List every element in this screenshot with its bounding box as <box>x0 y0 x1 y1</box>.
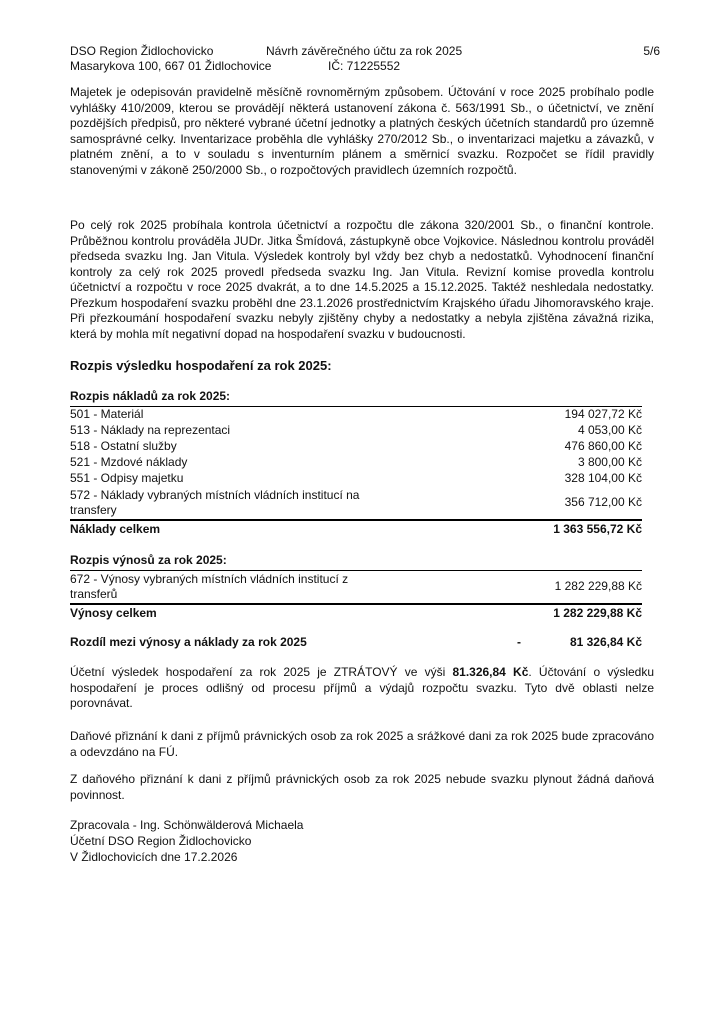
costs-total-amount: 1 363 556,72 Kč <box>553 522 642 537</box>
revenues-table <box>70 553 642 622</box>
cost-label: 518 - Ostatní služby <box>70 439 177 454</box>
table-row <box>70 471 642 487</box>
paragraph-assets: Majetek je odepisován pravidelně měsíčně rovnoměrným způsobem. Účtování v roce 2025 probíhalo podle vyhlášky 410/2009, kterou se provádějí některá ustanovení zákona č. 563/1991 Sb., o účetnictví, ve znění pozdějších předpisů, pro některé vybrané účetní jednotky a platných českých účetních standardů pro územně samosprávné celky. Inventarizace proběhla dle vyhlášky 270/2012 Sb., o inventarizaci majetku a závazků, v platném znění, a to v souladu s inventurním plánem a směrnicí svazku. Rozpočet se řídil pravidly stanovenými v zákoně 250/2000 Sb., o rozpočtových pravidlech územních rozpočtů. <box>70 85 654 177</box>
result-amount: 81.326,84 Kč <box>452 665 529 679</box>
paragraph-tax-return: Daňové přiznání k dani z příjmů právnických osob za rok 2025 a srážkové dani za rok 2025 bude zpracováno a odevzdáno na FÚ. <box>70 729 654 759</box>
difference-amount: 81 326,84 Kč <box>569 635 642 649</box>
revenues-total-amount: 1 282 229,88 Kč <box>553 606 642 621</box>
revenues-total-row <box>70 603 642 622</box>
cost-label: 521 - Mzdové náklady <box>70 455 188 470</box>
cost-label: 501 - Materiál <box>70 407 144 422</box>
cost-amount: 328 104,00 Kč <box>564 471 642 486</box>
cost-amount: 476 860,00 Kč <box>564 439 642 454</box>
header-org-name: DSO Region Židlochovicko <box>70 44 214 58</box>
cost-label: 572 - Náklady vybraných místních vládních institucí na transfery <box>70 487 360 517</box>
difference-sign: - <box>517 635 521 649</box>
paragraph-tax-obligation: Z daňového přiznání k dani z příjmů právnických osob za rok 2025 nebude svazku plynout žádná daňová povinnost. <box>70 772 654 802</box>
table-row <box>70 407 642 423</box>
difference-label: Rozdíl mezi výnosy a náklady za rok 2025 <box>70 635 307 649</box>
revenues-total-label: Výnosy celkem <box>70 606 157 621</box>
signature-block <box>70 818 303 866</box>
table-row <box>70 455 642 471</box>
result-text-start: Účetní výsledek hospodaření za rok 2025 je ZTRÁTOVÝ ve výši <box>70 665 453 679</box>
revenue-label: 672 - Výnosy vybraných místních vládních institucí z transferů <box>70 571 349 601</box>
page-header <box>70 44 660 76</box>
difference-row <box>70 635 642 651</box>
costs-total-row <box>70 519 642 538</box>
paragraph-financial-control: Po celý rok 2025 probíhala kontrola účetnictví a rozpočtu dle zákona 320/2001 Sb., o finanční kontrole. Průběžnou kontrolu prováděla JUDr. Jitka Šmídová, zástupkyně obce Vojkovice. Následnou kontrolu prováděl předseda svazku Ing. Jan Vitula. Výsledek kontroly byl vždy bez chyb a nedostatků. Vyhodnocení finanční kontroly za celý rok 2025 provedl předseda svazku Ing. Jan Vitula. Revizní komise provedla kontrolu účetnictví a rozpočtu v roce 2025 dvakrát, a to dne 14.5.2025 a 15.12.2025. Taktéž neshledala nedostatky. Přezkum hospodaření svazku proběhl dne 23.1.2026 prostřednictvím Krajského úřadu Jihomoravského kraje. Při přezkoumání hospodaření svazku nebyly zjištěny chyby a nedostatky a nebyla zjištěna závažná rizika, která by mohla mít negativní dopad na hospodaření svazku v budoucnosti. <box>70 218 654 341</box>
costs-total-label: Náklady celkem <box>70 522 161 537</box>
costs-table <box>70 389 642 538</box>
signature-line-place-date: V Židlochovicích dne 17.2.2026 <box>70 850 238 864</box>
table-row <box>70 487 642 519</box>
table-row <box>70 571 642 603</box>
paragraph-result <box>70 665 654 712</box>
signature-line-prepared-by: Zpracovala - Ing. Schönwälderová Michaela <box>70 818 304 832</box>
cost-label: 551 - Odpisy majetku <box>70 471 184 486</box>
cost-label: 513 - Náklady na reprezentaci <box>70 423 231 438</box>
signature-line-role: Účetní DSO Region Židlochovicko <box>70 834 252 848</box>
header-address: Masarykova 100, 667 01 Židlochovice <box>70 59 272 73</box>
table-row <box>70 439 642 455</box>
header-doc-title: Návrh závěrečného účtu za rok 2025 <box>266 44 463 58</box>
result-text-end: . Účtování o výsledku hospodaření je proces odlišný od procesu příjmů a výdajů rozpočtu svazku. Tyto dvě oblasti nelze porovnávat. <box>70 665 655 710</box>
cost-amount: 4 053,00 Kč <box>577 423 642 438</box>
header-page-number: 5/6 <box>643 44 660 58</box>
cost-amount: 356 712,00 Kč <box>564 495 642 510</box>
costs-title: Rozpis nákladů za rok 2025: <box>70 389 642 407</box>
revenues-title: Rozpis výnosů za rok 2025: <box>70 553 642 571</box>
header-ic: IČ: 71225552 <box>328 59 401 73</box>
section-title: Rozpis výsledku hospodaření za rok 2025: <box>70 358 332 373</box>
cost-amount: 3 800,00 Kč <box>577 455 642 470</box>
revenue-amount: 1 282 229,88 Kč <box>554 579 642 594</box>
table-row <box>70 423 642 439</box>
cost-amount: 194 027,72 Kč <box>564 407 642 422</box>
